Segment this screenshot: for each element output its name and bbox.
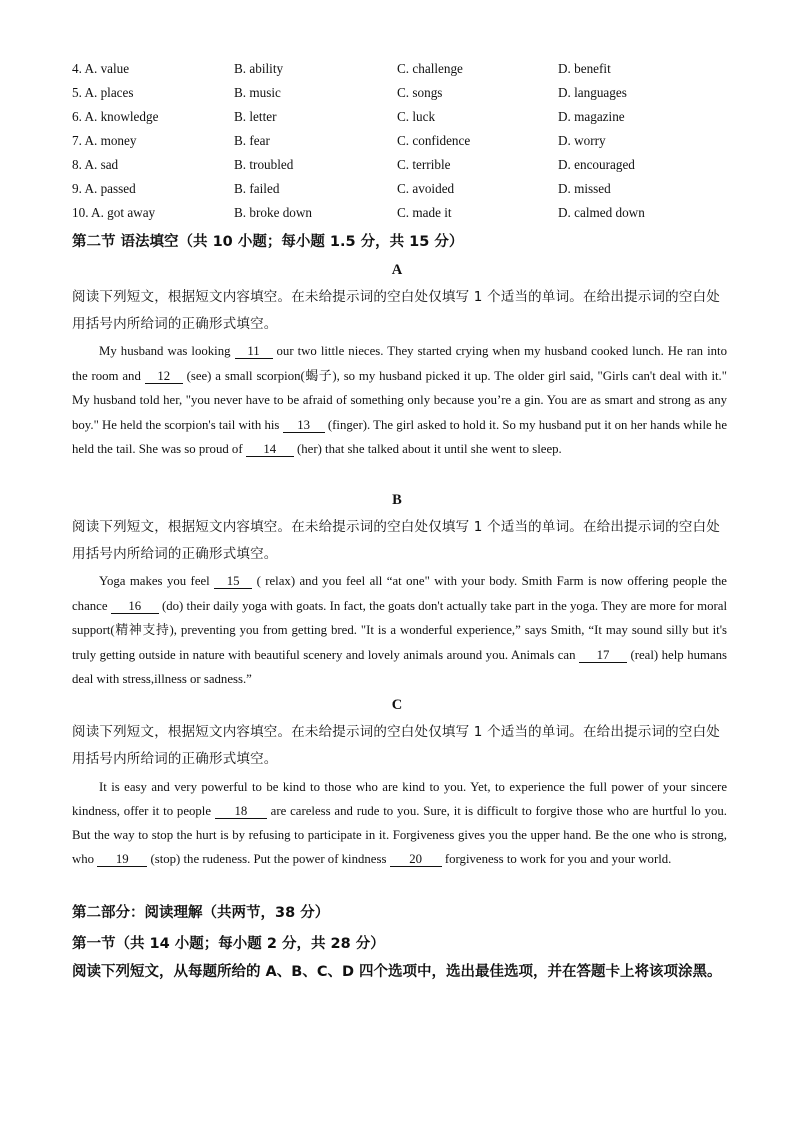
option-b: B. fear	[234, 133, 270, 148]
option-a: 10. A. got away	[72, 205, 156, 220]
blank-16: 16	[111, 599, 159, 614]
option-c: C. made it	[397, 205, 452, 220]
passage-b-instruction: 阅读下列短文，根据短文内容填空。在未给提示词的空白处仅填写 1 个适当的单词。在给出提示词的空白处用括号内所给词的正确形式填空。	[72, 519, 720, 562]
option-a: 4. A. value	[72, 61, 130, 76]
option-a: 5. A. places	[72, 85, 134, 100]
blank-18: 18	[215, 804, 267, 819]
option-b: B. troubled	[234, 157, 294, 172]
blank-19: 19	[97, 852, 147, 867]
part-2-heading: 第二部分：阅读理解（共两节，38 分）	[72, 905, 330, 921]
option-b: B. ability	[234, 61, 284, 76]
option-d: D. calmed down	[558, 205, 645, 220]
option-b: B. letter	[234, 109, 277, 124]
blank-15: 15	[214, 574, 252, 589]
option-row	[72, 59, 732, 83]
section-1-heading: 第一节（共 14 小题；每小题 2 分，共 28 分）	[72, 936, 385, 952]
option-c: C. avoided	[397, 181, 455, 196]
blank-17: 17	[579, 648, 627, 663]
passage-c-instruction: 阅读下列短文，根据短文内容填空。在未给提示词的空白处仅填写 1 个适当的单词。在给出提示词的空白处用括号内所给词的正确形式填空。	[72, 724, 720, 767]
option-d: D. benefit	[558, 61, 611, 76]
option-row	[72, 107, 732, 131]
blank-14: 14	[246, 442, 294, 457]
option-a: 7. A. money	[72, 133, 137, 148]
passage-a-letter: A	[391, 262, 403, 278]
option-c: C. challenge	[397, 61, 463, 76]
options-grid	[72, 59, 732, 227]
blank-20: 20	[390, 852, 442, 867]
option-b: B. broke down	[234, 205, 313, 220]
option-c: C. terrible	[397, 157, 451, 172]
passage-b-text: Yoga makes you feel 15 ( relax) and you feel all “at one" with your body. Smith Farm is now offering people the chance 16 (do) their daily yoga with goats. In fact, the goats don't actually take part in the yoga. They are more for moral support(精神支持), preventing you from getting bred. "It is a wonderful experience,” says Smith, “It may sound silly but it's truly getting outside in nature with beautiful scenery and lovely animals around you. Animals can 17 (real) help humans deal with stress,illness or sadness.”	[72, 574, 728, 686]
option-d: D. magazine	[558, 109, 625, 124]
option-c: C. luck	[397, 109, 436, 124]
blank-13: 13	[283, 418, 325, 433]
option-d: D. languages	[558, 85, 627, 100]
option-c: C. songs	[397, 85, 443, 100]
option-row	[72, 131, 732, 155]
option-row	[72, 83, 732, 107]
blank-11: 11	[235, 344, 273, 359]
option-row	[72, 203, 732, 227]
passage-c-text: It is easy and very powerful to be kind to those who are kind to you. Yet, to experience the full power of your sincere kindness, offer it to people 18 are careless and rude to you. Sure, it is difficult to forgive those who are hurtful lo you. But the way to stop the hurt is by refusing to participate in it. Forgiveness gives you the upper hand. Be the one who is strong, who 19 (stop) the rudeness. Put the power of kindness 20 forgiveness to work for you and your world.	[72, 780, 727, 866]
option-row	[72, 155, 732, 179]
option-a: 6. A. knowledge	[72, 109, 159, 124]
option-row	[72, 179, 732, 203]
passage-a-instruction: 阅读下列短文，根据短文内容填空。在未给提示词的空白处仅填写 1 个适当的单词。在给出提示词的空白处用括号内所给词的正确形式填空。	[72, 289, 720, 332]
section-2-heading: 第二节 语法填空（共 10 小题；每小题 1.5 分，共 15 分）	[72, 234, 464, 250]
blank-12: 12	[145, 369, 183, 384]
option-c: C. confidence	[397, 133, 471, 148]
option-d: D. missed	[558, 181, 611, 196]
option-b: B. music	[234, 85, 281, 100]
option-d: D. encouraged	[558, 157, 635, 172]
reading-instruction: 阅读下列短文，从每题所给的 A、B、C、D 四个选项中，选出最佳选项，并在答题卡上将该项涂黑。	[72, 964, 722, 980]
option-a: 9. A. passed	[72, 181, 136, 196]
option-a: 8. A. sad	[72, 157, 119, 172]
passage-b-letter: B	[392, 492, 402, 508]
passage-a-text: My husband was looking 11 our two little nieces. They started crying when my husband cooked lunch. He ran into the room and 12 (see) a small scorpion(蝎子), so my husband picked it up. The older girl said, "Girls can't deal with it." My husband told her, "you never have to be afraid of something only because you’re a gin. You are as smart and strong as any boy." He held the scorpion's tail with his 13 (finger). The girl asked to hold it. So my husband put it on her hands while he held the tail. She was so proud of 14 (her) that she talked about it until she went to sleep.	[72, 344, 728, 456]
option-b: B. failed	[234, 181, 280, 196]
passage-c-letter: C	[391, 697, 403, 713]
option-d: D. worry	[558, 133, 606, 148]
